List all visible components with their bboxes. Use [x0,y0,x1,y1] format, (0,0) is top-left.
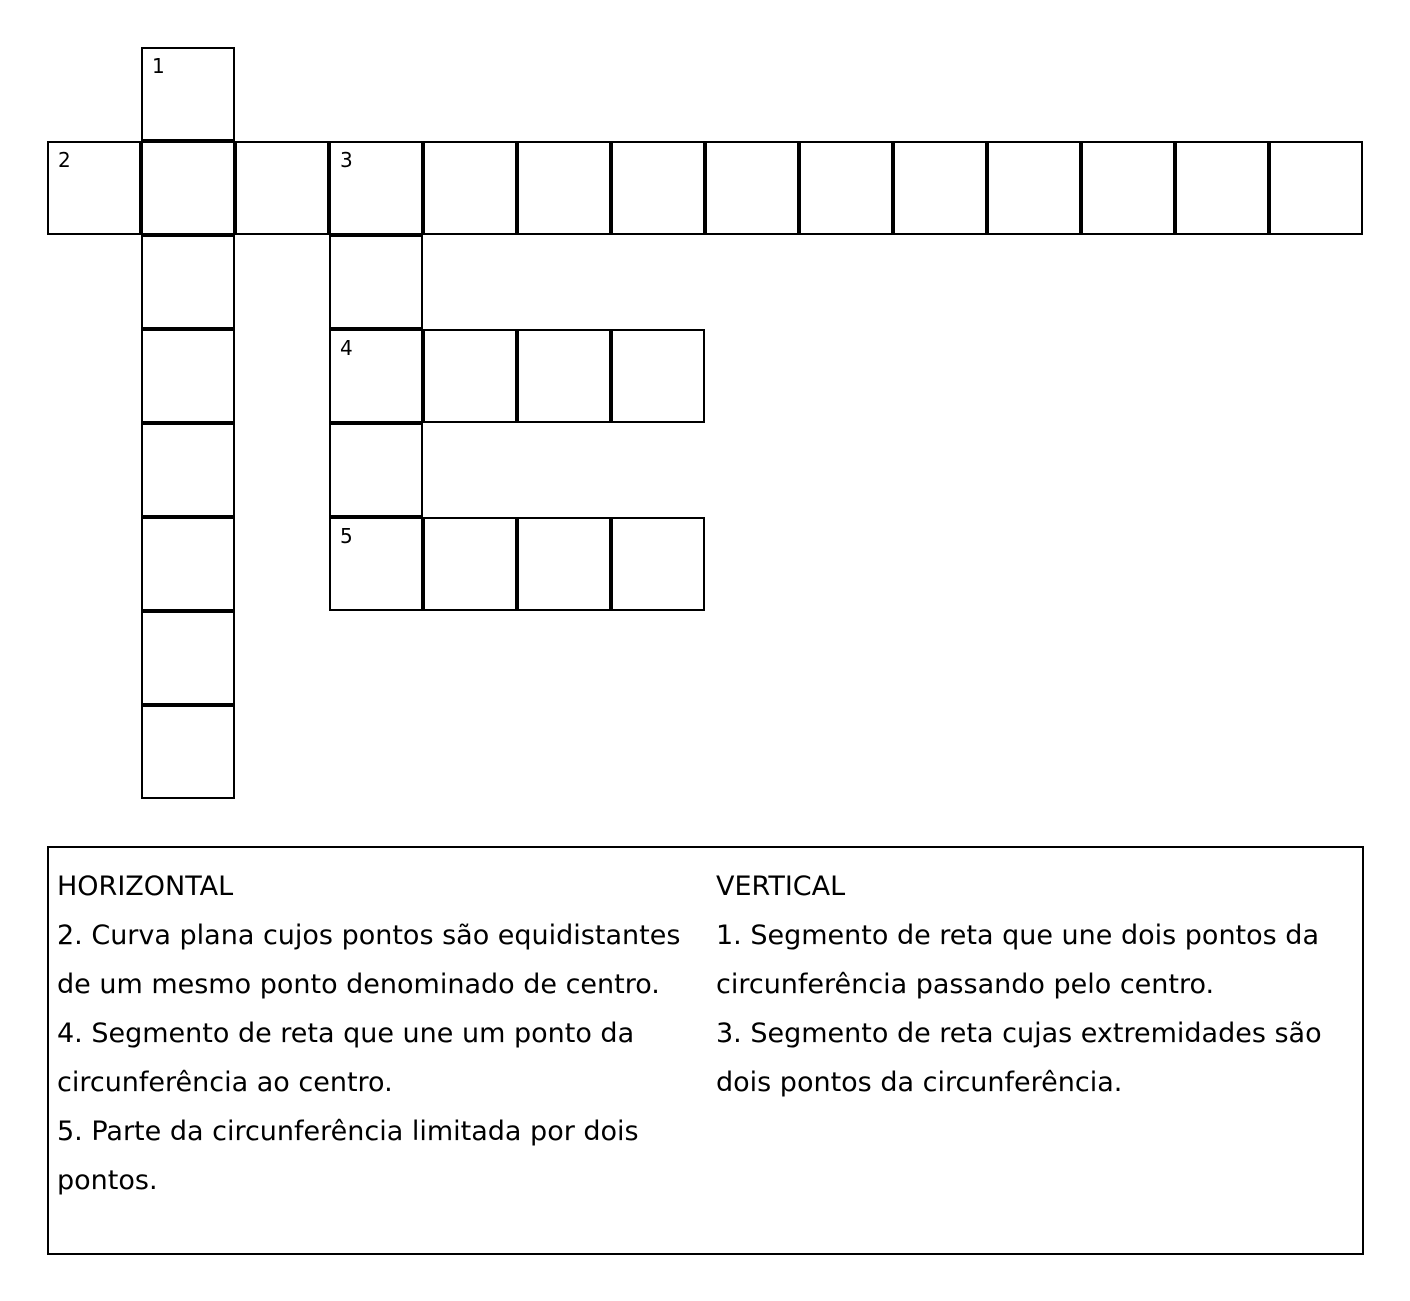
crossword-cell[interactable] [235,141,329,235]
horizontal-clues [57,862,697,1205]
crossword-cell[interactable] [329,329,423,423]
vertical-clues [716,862,1356,1107]
crossword-cell[interactable] [517,141,611,235]
crossword-cell[interactable] [423,329,517,423]
crossword-cell[interactable] [893,141,987,235]
crossword-cell[interactable] [141,423,235,517]
crossword-cell[interactable] [141,235,235,329]
crossword-cell[interactable] [705,141,799,235]
clue-number: 3 [340,148,353,172]
crossword-cell[interactable] [141,329,235,423]
crossword-cell[interactable] [329,423,423,517]
crossword-cell[interactable] [423,141,517,235]
crossword-cell[interactable] [47,141,141,235]
crossword-cell[interactable] [611,141,705,235]
crossword-cell[interactable] [611,517,705,611]
horizontal-clue-4: 4. Segmento de reta que une um ponto da circunferência ao centro. [57,1018,635,1098]
crossword-cell[interactable] [517,329,611,423]
vertical-clue-3: 3. Segmento de reta cujas extremidades são dois pontos da circunferência. [716,1018,1322,1098]
crossword-cell[interactable] [799,141,893,235]
crossword-cell[interactable] [611,329,705,423]
crossword-cell[interactable] [987,141,1081,235]
horizontal-clue-5: 5. Parte da circunferência limitada por dois pontos. [57,1116,639,1196]
horizontal-clue-2: 2. Curva plana cujos pontos são equidistantes de um mesmo ponto denominado de centro. [57,920,681,1000]
horizontal-heading: HORIZONTAL [57,871,234,902]
crossword-cell[interactable] [141,141,235,235]
clue-number: 1 [152,54,165,78]
clue-number: 2 [58,148,71,172]
clue-number: 4 [340,336,353,360]
crossword-cell[interactable] [329,141,423,235]
clue-number: 5 [340,524,353,548]
crossword-cell[interactable] [329,517,423,611]
crossword-cell[interactable] [423,517,517,611]
clues-box [47,846,1364,1255]
vertical-heading: VERTICAL [716,871,846,902]
crossword-cell[interactable] [1175,141,1269,235]
crossword-cell[interactable] [141,705,235,799]
crossword-cell[interactable] [141,611,235,705]
crossword-cell[interactable] [141,47,235,141]
crossword-cell[interactable] [1081,141,1175,235]
vertical-clue-1: 1. Segmento de reta que une dois pontos da circunferência passando pelo centro. [716,920,1319,1000]
crossword-cell[interactable] [1269,141,1363,235]
crossword-cell[interactable] [141,517,235,611]
crossword-cell[interactable] [517,517,611,611]
crossword-cell[interactable] [329,235,423,329]
